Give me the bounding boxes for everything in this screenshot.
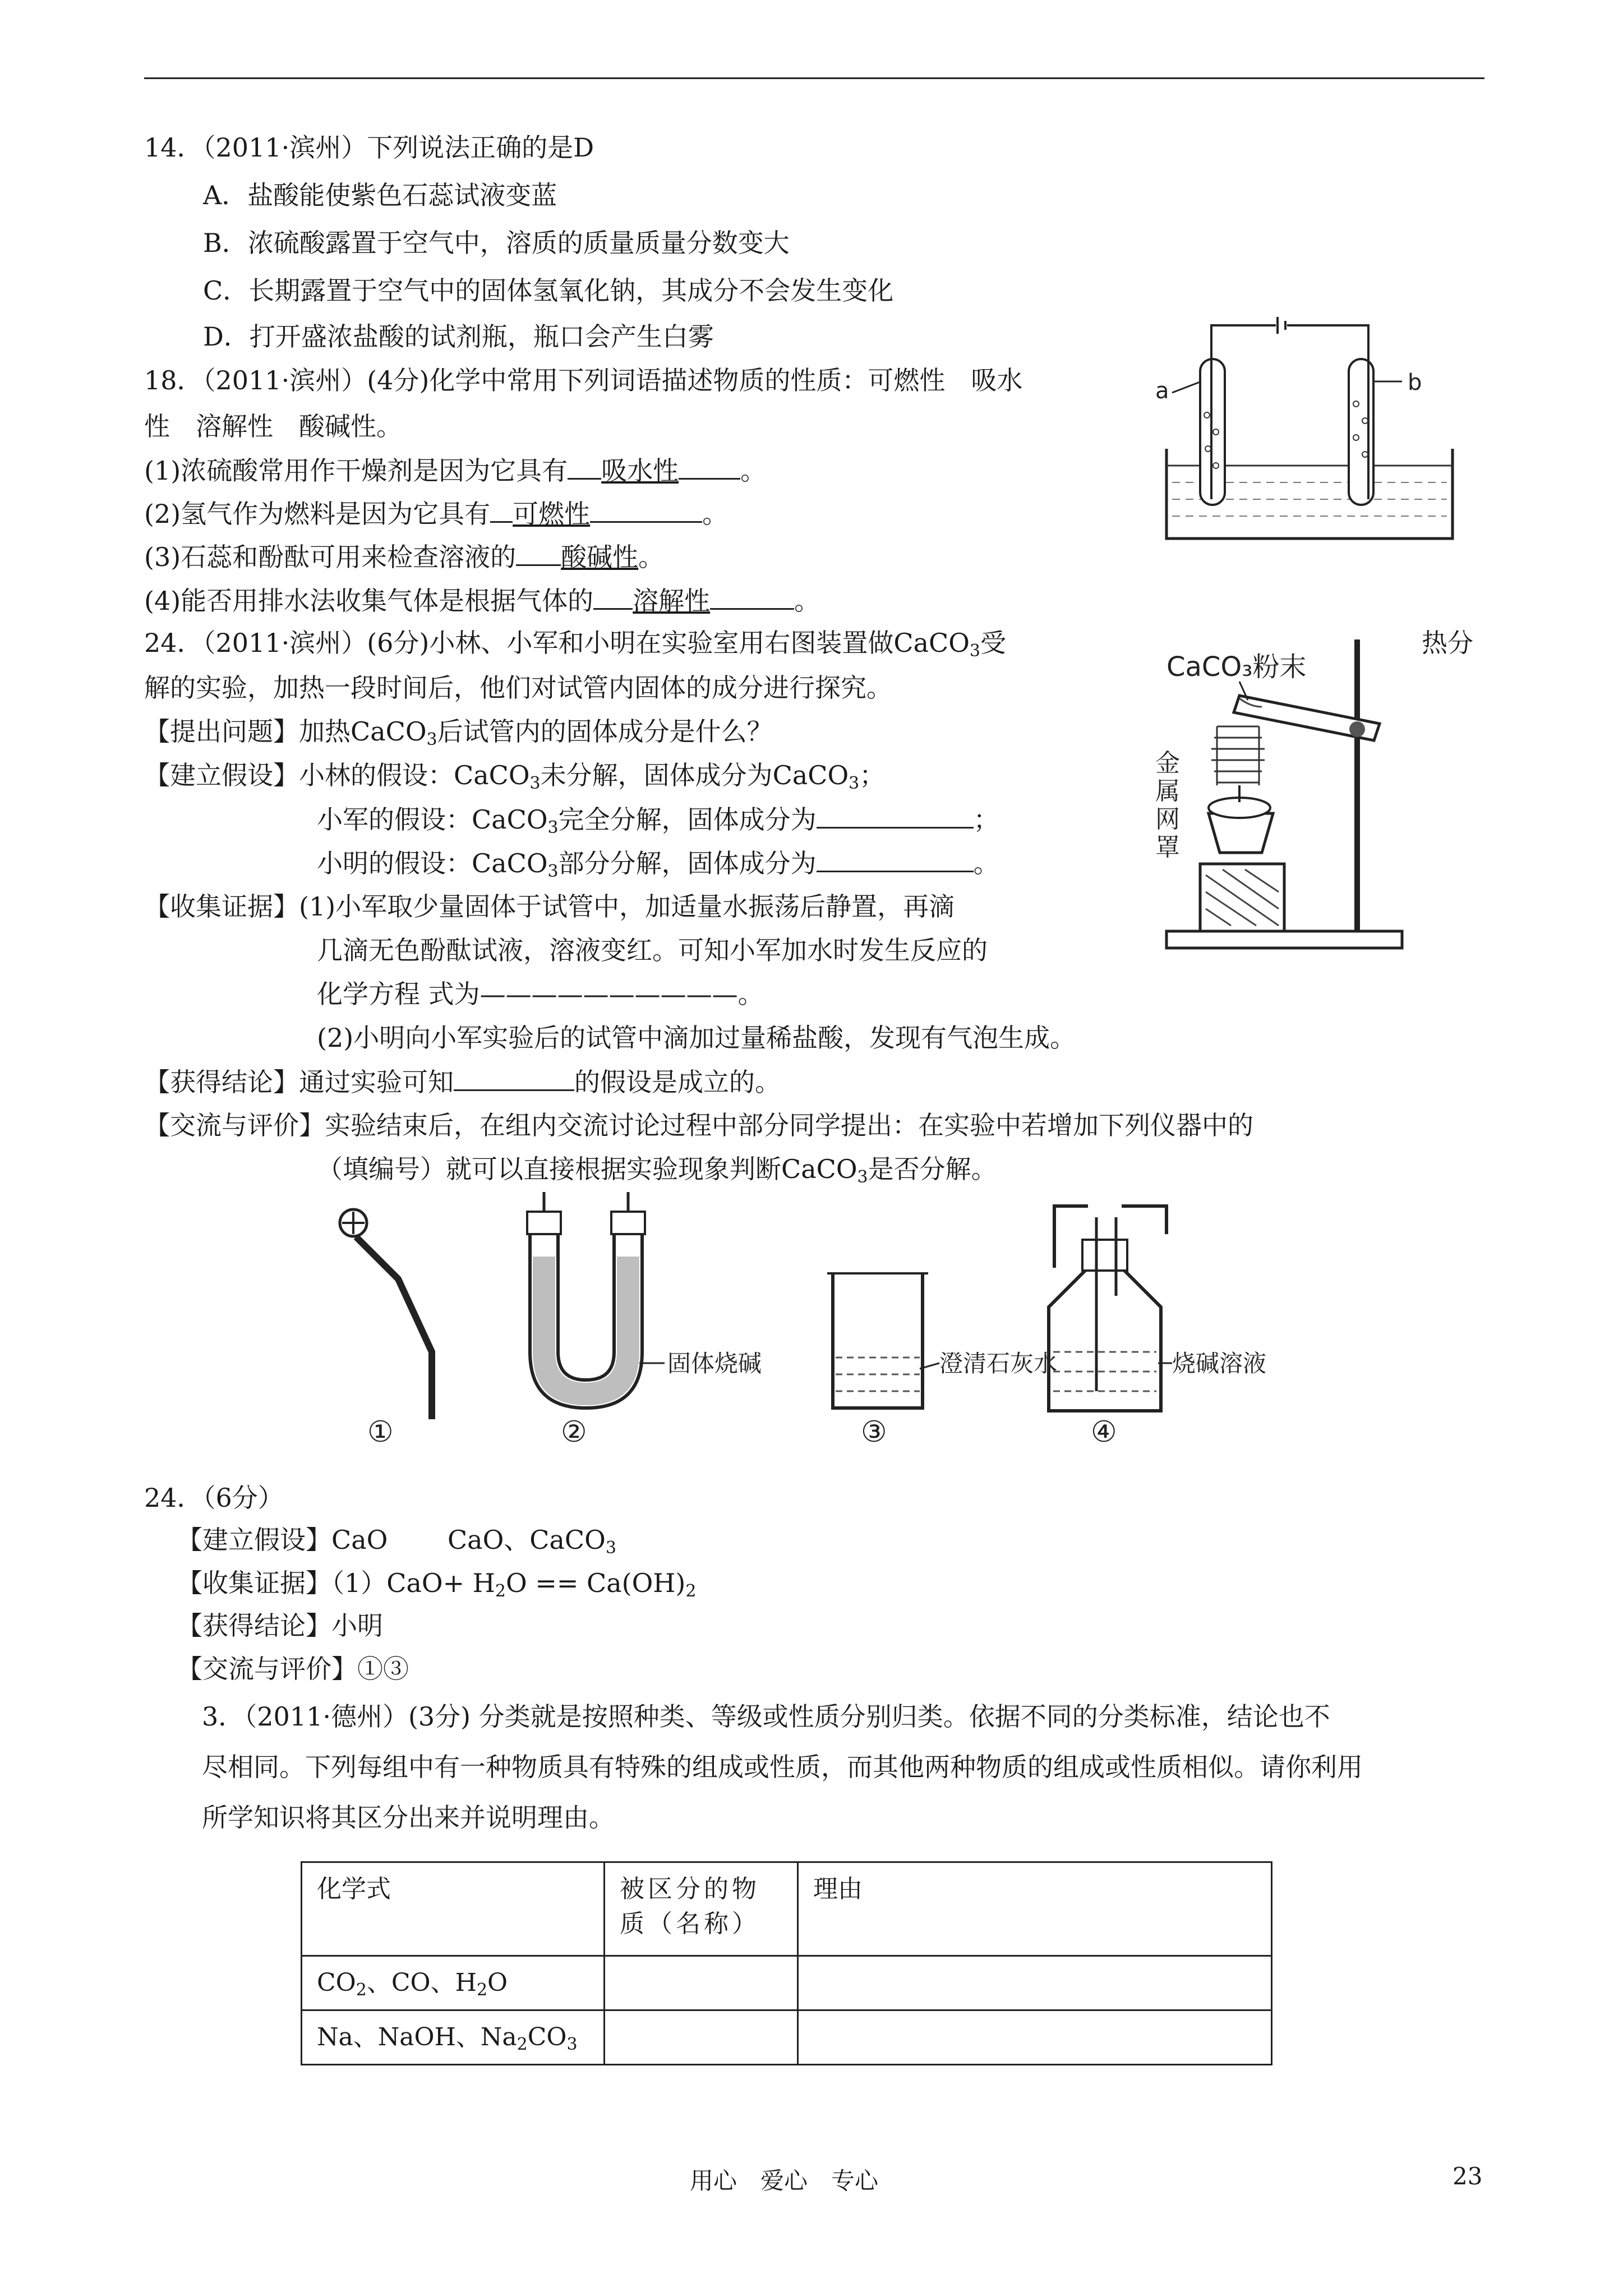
subscript: 2 <box>356 1980 367 2000</box>
tag-evidence: 【收集证据】 <box>144 891 299 922</box>
subscript: 2 <box>495 1581 506 1601</box>
apparatus-3-number: ③ <box>861 1415 887 1449</box>
q18-item-2 <box>144 496 728 531</box>
q24-evidence-2: 几滴无色酚酞试液，溶液变红。可知小军加水时发生反应的 <box>317 935 988 965</box>
q14-option-b: B．浓硫酸露置于空气中，溶质的质量质量分数变大 <box>203 228 790 258</box>
page-number: 23 <box>1453 2162 1483 2190</box>
answer24-hypothesis <box>177 1523 616 1557</box>
formula-text: CO <box>317 1968 356 1997</box>
q24-hypothesis-1 <box>144 758 885 792</box>
header-substance: 被区分的物质（名称） <box>605 1862 798 1956</box>
table-row <box>302 1956 1272 2010</box>
q14-stem: 14．（2011·滨州）下列说法正确的是D <box>144 132 594 163</box>
formula-text: Na、NaOH、Na <box>317 2023 517 2051</box>
table-row <box>302 2010 1272 2065</box>
q18-item-1 <box>144 453 766 487</box>
subscript: 3 <box>857 1167 868 1187</box>
q18-item-1-end: 。 <box>740 455 767 486</box>
q14-option-c: C．长期露置于空气中的固体氢氧化钠，其成分不会发生变化 <box>203 275 894 306</box>
q18-item-2-answer: 可燃性 <box>513 499 591 529</box>
row1-substance-cell[interactable] <box>605 1956 798 2010</box>
blank-line <box>679 453 740 480</box>
q18-stem-line2: 性 溶解性 酸碱性。 <box>144 411 402 441</box>
q18-stem-line1: 18．（2011·滨州）(4分)化学中常用下列词语描述物质的性质：可燃性 吸水 <box>144 365 1023 395</box>
footer-motto: 用心 爱心 专心 <box>690 2167 879 2194</box>
answer-blank[interactable] <box>817 802 974 829</box>
q18-item-4-text: (4)能否用排水法收集气体是根据气体的 <box>144 586 594 616</box>
hypothesis-text: 完全分解，固体成分为 <box>558 804 817 835</box>
question-text: 加热CaCO <box>299 716 427 747</box>
formula-text: O <box>487 1968 508 1997</box>
q3-line2: 尽相同。下列每组中有一种物质具有特殊的组成或性质，而其他两种物质的组成或性质相似。请你利用 <box>202 1752 1363 1782</box>
q3-line3: 所学知识将其区分出来并说明理由。 <box>202 1802 615 1833</box>
row2-substance-cell[interactable] <box>605 2010 798 2065</box>
subscript: 3 <box>605 1538 616 1558</box>
answer24-discussion: 【交流与评价】①③ <box>177 1654 409 1684</box>
subscript: 3 <box>547 862 559 881</box>
q24-stem-line2: 解的实验，加热一段时间后，他们对试管内固体的成分进行探究。 <box>144 673 892 703</box>
q24-discussion-1 <box>144 1108 1253 1142</box>
formula-text: CO <box>527 2023 567 2051</box>
q24-stem-text-end: 受 <box>980 628 1007 658</box>
q24-stem-line1 <box>144 626 1006 660</box>
formula-text: 、CO、H <box>366 1968 477 1997</box>
q24-conclusion <box>144 1065 781 1099</box>
electrode-label-a: a <box>1155 378 1169 404</box>
electrode-label-b: b <box>1408 370 1422 395</box>
row2-formula <box>302 2010 605 2065</box>
header-rule <box>144 77 1484 79</box>
discussion-text: 实验结束后，在组内交流讨论过程中部分同学提出：在实验中若增加下列仪器中的 <box>325 1110 1253 1140</box>
apparatus-2-label: 固体烧碱 <box>667 1350 762 1377</box>
classification-table <box>301 1861 1272 2065</box>
row1-reason-cell[interactable] <box>798 1956 1272 2010</box>
discussion-text: （填编号）就可以直接根据实验现象判断CaCO <box>317 1154 857 1184</box>
blank-line <box>590 496 702 523</box>
q18-item-3 <box>144 540 664 574</box>
tag-conclusion: 【获得结论】 <box>144 1067 299 1097</box>
header-reason: 理由 <box>798 1862 1272 1956</box>
q24-hypothesis-3 <box>317 846 999 880</box>
electrolysis-figure <box>1150 314 1464 550</box>
hypothesis-text: 小林的假设：CaCO <box>299 760 530 790</box>
subscript: 3 <box>547 818 559 838</box>
tag-discussion: 【交流与评价】 <box>144 1110 325 1140</box>
q24-discussion-2 <box>317 1152 997 1186</box>
q18-item-1-text: (1)浓硫酸常用作干燥剂是因为它具有 <box>144 455 568 486</box>
net-label: 金属网罩 <box>1155 749 1180 862</box>
q24-stem-text: 24．（2011·滨州）(6分)小林、小军和小明在实验室用右图装置做CaCO <box>144 628 970 658</box>
hypothesis-text: 小明的假设：CaCO <box>317 848 548 878</box>
discussion-text-end: 是否分解。 <box>868 1154 997 1184</box>
table-header-row <box>302 1862 1272 1956</box>
q18-item-4-answer: 溶解性 <box>633 586 711 616</box>
q18-item-2-text: (2)氢气作为燃料是因为它具有 <box>144 499 491 529</box>
row1-formula <box>302 1956 605 2010</box>
q24-evidence-3: 化学方程 式为——————————。 <box>317 979 764 1009</box>
q24-evidence-4: (2)小明向小军实验后的试管中滴加过量稀盐酸，发现有气泡生成。 <box>317 1023 1076 1053</box>
q24-hypothesis-2 <box>317 802 999 836</box>
conclusion-text: 通过实验可知 <box>299 1067 454 1097</box>
question-text-end: 后试管内的固体成分是什么？ <box>437 716 773 747</box>
answer-text: 【收集证据】（1）CaO+ H <box>177 1568 495 1598</box>
hypothesis-text: 未分解，固体成分为CaCO <box>540 760 849 790</box>
q18-item-2-end: 。 <box>702 499 728 529</box>
q14-option-a: A．盐酸能使紫色石蕊试液变蓝 <box>203 180 557 210</box>
subscript: 3 <box>529 774 541 793</box>
tag-hypothesis: 【建立假设】 <box>144 760 299 790</box>
answer-blank[interactable] <box>817 846 974 872</box>
apparatus-4-number: ④ <box>1091 1415 1117 1449</box>
apparatus-3-label: 澄清石灰水 <box>939 1350 1058 1377</box>
answer-text: 【建立假设】CaO CaO、CaCO <box>177 1525 606 1555</box>
tag-question: 【提出问题】 <box>144 716 299 747</box>
answer24-conclusion: 【获得结论】小明 <box>177 1611 383 1641</box>
subscript: 2 <box>685 1581 697 1601</box>
header-formula: 化学式 <box>302 1862 605 1956</box>
answer24-title: 24．（6分） <box>144 1483 284 1513</box>
q18-item-3-answer: 酸碱性 <box>561 542 639 572</box>
q24-stem-tail: 热分 <box>1422 628 1473 658</box>
blank-line <box>593 583 633 610</box>
apparatus-4-label: 烧碱溶液 <box>1172 1350 1267 1377</box>
q24-evidence-1 <box>144 890 955 923</box>
heating-apparatus-figure <box>1155 628 1419 959</box>
q3-line1: 3．（2011·德州）(3分) 分类就是按照种类、等级或性质分别归类。依据不同的分类标准，结论也不 <box>202 1701 1330 1732</box>
blank-line <box>710 583 794 610</box>
hypothesis-text: ； <box>859 760 886 790</box>
apparatus-options-figure <box>314 1184 1413 1453</box>
blank-line <box>516 540 561 566</box>
subscript: 3 <box>566 2035 578 2054</box>
apparatus-2 <box>527 1192 645 1408</box>
q18-item-4 <box>144 583 820 618</box>
hypothesis-text: 小军的假设：CaCO <box>317 804 548 835</box>
q18-item-3-end: 。 <box>638 542 665 572</box>
apparatus-4 <box>1049 1206 1166 1411</box>
subscript: 3 <box>969 641 981 661</box>
hypothesis-text: ； <box>973 804 999 835</box>
row2-reason-cell[interactable] <box>798 2010 1272 2065</box>
answer-text: O == Ca(OH) <box>505 1568 686 1598</box>
evidence-text: (1)小军取少量固体于试管中，加适量水振荡后静置，再滴 <box>299 891 955 922</box>
hypothesis-text: 。 <box>973 848 999 878</box>
q18-item-4-end: 。 <box>794 586 820 616</box>
conclusion-text-end: 的假设是成立的。 <box>574 1067 781 1097</box>
subscript: 2 <box>476 1980 488 2000</box>
answer24-evidence <box>177 1566 696 1600</box>
apparatus-1-number: ① <box>367 1415 394 1449</box>
blank-line <box>490 496 513 523</box>
apparatus-3 <box>827 1273 928 1408</box>
q18-item-3-text: (3)石蕊和酚酞可用来检查溶液的 <box>144 542 517 572</box>
apparatus-1 <box>340 1209 432 1419</box>
subscript: 3 <box>426 730 437 749</box>
hypothesis-text: 部分分解，固体成分为 <box>558 848 817 878</box>
subscript: 2 <box>517 2035 528 2054</box>
answer-blank[interactable] <box>454 1065 574 1091</box>
blank-line <box>568 453 601 480</box>
q24-question <box>144 715 773 748</box>
apparatus-2-number: ② <box>561 1415 587 1449</box>
powder-label: CaCO₃粉末 <box>1166 651 1307 683</box>
subscript: 3 <box>849 774 860 793</box>
q18-item-1-answer: 吸水性 <box>601 455 679 486</box>
q14-option-d: D．打开盛浓盐酸的试剂瓶，瓶口会产生白雾 <box>203 321 714 352</box>
